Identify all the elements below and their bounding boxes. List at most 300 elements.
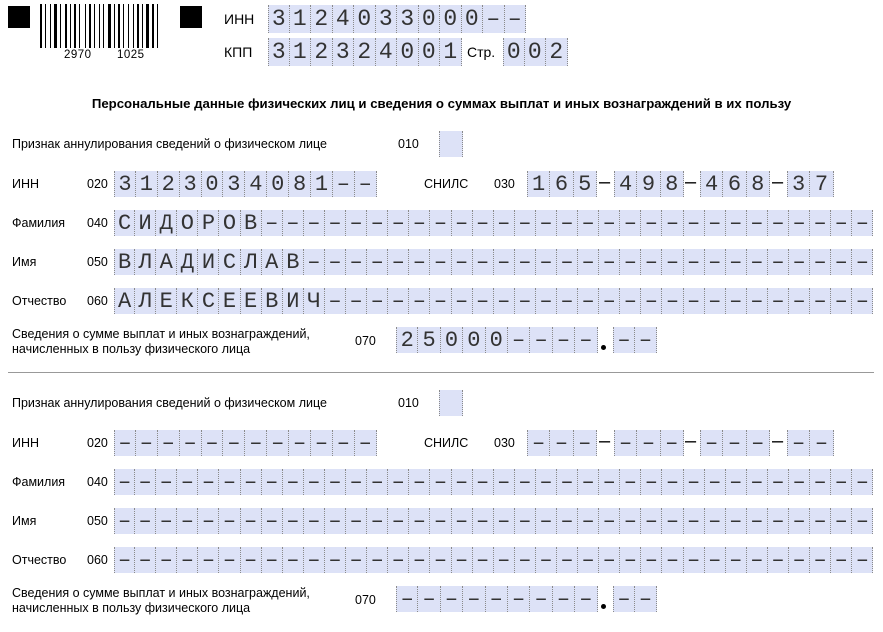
form-cell[interactable]: – (388, 249, 409, 275)
form-cell[interactable]: – (768, 249, 789, 275)
form-cell[interactable]: 0 (354, 5, 376, 33)
form-cell[interactable]: – (388, 508, 409, 534)
form-cell[interactable]: – (536, 508, 557, 534)
form-cell[interactable]: – (473, 210, 494, 236)
form-cell[interactable]: 0 (525, 38, 547, 66)
form-cell[interactable]: И (135, 210, 156, 236)
form-cell[interactable]: – (223, 430, 245, 456)
form-cell[interactable]: 0 (486, 327, 508, 353)
patronymic-cells[interactable] (114, 547, 873, 573)
form-cell[interactable]: Л (135, 288, 156, 314)
form-cell[interactable]: – (747, 508, 768, 534)
form-cell[interactable]: В (262, 288, 283, 314)
form-cell[interactable]: – (409, 547, 430, 573)
form-cell[interactable]: – (705, 547, 726, 573)
form-cell[interactable]: – (388, 469, 409, 495)
form-cell[interactable]: – (367, 508, 388, 534)
form-cell[interactable]: – (452, 547, 473, 573)
form-cell[interactable]: – (599, 508, 620, 534)
form-cell[interactable]: – (789, 547, 810, 573)
form-cell[interactable]: – (325, 210, 346, 236)
form-cell[interactable]: – (620, 288, 641, 314)
form-cell[interactable]: О (219, 210, 240, 236)
form-cell[interactable]: – (831, 469, 852, 495)
snils-group[interactable] (700, 430, 770, 456)
form-cell[interactable]: – (494, 469, 515, 495)
form-cell[interactable]: – (662, 288, 683, 314)
form-cell[interactable]: И (283, 288, 304, 314)
form-cell[interactable]: – (578, 210, 599, 236)
form-cell[interactable]: – (135, 547, 156, 573)
form-cell[interactable]: – (641, 508, 662, 534)
form-cell[interactable]: Р (198, 210, 219, 236)
form-cell[interactable]: 4 (333, 5, 355, 33)
form-cell[interactable]: – (641, 288, 662, 314)
form-cell[interactable]: – (550, 430, 573, 456)
form-cell[interactable]: – (831, 249, 852, 275)
form-cell[interactable]: – (613, 327, 635, 353)
form-cell[interactable]: – (325, 249, 346, 275)
form-cell[interactable]: 1 (311, 171, 333, 197)
form-cell[interactable]: – (723, 430, 746, 456)
form-cell[interactable]: – (198, 469, 219, 495)
form-cell[interactable]: 0 (463, 327, 485, 353)
form-cell[interactable]: 9 (637, 171, 660, 197)
form-cell[interactable]: С (219, 249, 240, 275)
form-cell[interactable]: – (557, 210, 578, 236)
snils-group[interactable] (614, 430, 684, 456)
form-cell[interactable]: С (114, 210, 135, 236)
form-cell[interactable]: Е (241, 288, 262, 314)
form-cell[interactable]: – (494, 508, 515, 534)
form-cell[interactable]: 3 (268, 38, 290, 66)
form-cell[interactable]: 0 (267, 171, 289, 197)
form-cell[interactable]: – (789, 288, 810, 314)
form-cell[interactable]: – (810, 288, 831, 314)
form-cell[interactable]: – (684, 508, 705, 534)
form-cell[interactable]: 0 (397, 38, 419, 66)
form-cell[interactable]: 6 (550, 171, 573, 197)
form-cell[interactable]: – (578, 249, 599, 275)
form-cell[interactable]: 4 (700, 171, 723, 197)
form-cell[interactable]: 3 (787, 171, 810, 197)
form-cell[interactable]: – (599, 249, 620, 275)
form-cell[interactable] (439, 390, 463, 416)
form-cell[interactable]: – (241, 469, 262, 495)
form-cell[interactable]: 3 (333, 38, 355, 66)
form-cell[interactable]: – (515, 508, 536, 534)
form-cell[interactable]: К (177, 288, 198, 314)
form-cell[interactable]: – (641, 547, 662, 573)
form-cell[interactable]: 3 (223, 171, 245, 197)
form-cell[interactable]: – (852, 508, 873, 534)
form-cell[interactable]: – (536, 469, 557, 495)
form-cell[interactable]: – (599, 547, 620, 573)
form-cell[interactable]: 1 (440, 38, 462, 66)
form-cell[interactable]: – (441, 586, 463, 612)
form-cell[interactable]: – (325, 288, 346, 314)
snils-group[interactable] (787, 430, 834, 456)
form-cell[interactable]: – (768, 210, 789, 236)
form-cell[interactable]: – (409, 249, 430, 275)
form-cell[interactable]: – (325, 469, 346, 495)
form-cell[interactable]: И (198, 249, 219, 275)
form-cell[interactable]: 0 (462, 5, 484, 33)
form-cell[interactable]: – (219, 547, 240, 573)
form-cell[interactable]: – (726, 288, 747, 314)
form-cell[interactable]: – (747, 430, 770, 456)
form-cell[interactable]: Л (135, 249, 156, 275)
form-cell[interactable]: – (831, 547, 852, 573)
form-cell[interactable]: – (198, 508, 219, 534)
form-cell[interactable]: – (283, 547, 304, 573)
form-cell[interactable]: – (486, 586, 508, 612)
form-cell[interactable]: – (635, 586, 657, 612)
patronymic-cells[interactable] (114, 288, 873, 314)
form-cell[interactable]: – (219, 508, 240, 534)
form-cell[interactable]: – (662, 249, 683, 275)
header-page-cells[interactable] (503, 38, 568, 66)
snils-group[interactable] (614, 171, 684, 197)
form-cell[interactable]: – (267, 430, 289, 456)
form-cell[interactable]: – (557, 508, 578, 534)
form-cell[interactable]: – (641, 249, 662, 275)
form-cell[interactable]: 2 (311, 5, 333, 33)
form-cell[interactable]: – (505, 5, 527, 33)
form-cell[interactable]: – (661, 430, 684, 456)
form-cell[interactable]: В (114, 249, 135, 275)
form-cell[interactable]: – (726, 210, 747, 236)
form-cell[interactable]: – (705, 249, 726, 275)
sum-decimal-cells[interactable] (613, 586, 657, 612)
form-cell[interactable]: – (726, 249, 747, 275)
form-cell[interactable]: – (367, 469, 388, 495)
form-cell[interactable]: – (852, 210, 873, 236)
form-cell[interactable]: – (508, 586, 530, 612)
form-cell[interactable]: – (726, 508, 747, 534)
form-cell[interactable]: – (409, 508, 430, 534)
form-cell[interactable]: – (325, 508, 346, 534)
form-cell[interactable]: – (219, 469, 240, 495)
form-cell[interactable]: – (494, 547, 515, 573)
form-cell[interactable]: – (452, 508, 473, 534)
form-cell[interactable]: – (578, 508, 599, 534)
form-cell[interactable]: – (578, 469, 599, 495)
form-cell[interactable]: – (789, 249, 810, 275)
form-cell[interactable]: 4 (245, 171, 267, 197)
form-cell[interactable]: – (578, 288, 599, 314)
form-cell[interactable]: – (135, 469, 156, 495)
form-cell[interactable]: – (747, 288, 768, 314)
form-cell[interactable]: – (614, 430, 637, 456)
form-cell[interactable]: 2 (396, 327, 418, 353)
form-cell[interactable]: – (177, 508, 198, 534)
form-cell[interactable]: – (575, 586, 597, 612)
form-cell[interactable]: Ч (304, 288, 325, 314)
form-cell[interactable]: – (473, 288, 494, 314)
form-cell[interactable]: – (304, 249, 325, 275)
form-cell[interactable]: – (283, 469, 304, 495)
form-cell[interactable]: – (494, 210, 515, 236)
form-cell[interactable]: 1 (290, 38, 312, 66)
form-cell[interactable]: – (388, 547, 409, 573)
form-cell[interactable]: В (283, 249, 304, 275)
form-cell[interactable]: Д (156, 210, 177, 236)
form-cell[interactable]: – (430, 210, 451, 236)
form-cell[interactable]: 2 (354, 38, 376, 66)
form-cell[interactable]: – (852, 288, 873, 314)
form-cell[interactable]: – (789, 469, 810, 495)
form-cell[interactable]: 8 (661, 171, 684, 197)
form-cell[interactable]: – (473, 508, 494, 534)
form-cell[interactable]: – (304, 508, 325, 534)
form-cell[interactable]: 0 (419, 38, 441, 66)
form-cell[interactable]: – (156, 547, 177, 573)
sum-cells[interactable] (396, 586, 598, 612)
annul-cell[interactable] (439, 390, 463, 416)
form-cell[interactable]: – (810, 210, 831, 236)
form-cell[interactable]: – (494, 249, 515, 275)
form-cell[interactable]: – (156, 469, 177, 495)
form-cell[interactable]: – (768, 288, 789, 314)
form-cell[interactable]: – (530, 327, 552, 353)
form-cell[interactable]: – (705, 288, 726, 314)
form-cell[interactable]: – (747, 249, 768, 275)
form-cell[interactable]: – (515, 249, 536, 275)
form-cell[interactable]: – (810, 249, 831, 275)
form-cell[interactable]: – (831, 508, 852, 534)
form-cell[interactable]: – (515, 288, 536, 314)
form-cell[interactable]: – (177, 469, 198, 495)
form-cell[interactable]: – (367, 249, 388, 275)
form-cell[interactable]: 3 (114, 171, 136, 197)
form-cell[interactable]: – (747, 469, 768, 495)
form-cell[interactable]: – (409, 288, 430, 314)
form-cell[interactable]: 3 (180, 171, 202, 197)
form-cell[interactable]: – (304, 210, 325, 236)
form-cell[interactable]: – (599, 210, 620, 236)
form-cell[interactable]: В (241, 210, 262, 236)
form-cell[interactable]: – (473, 547, 494, 573)
form-cell[interactable]: – (726, 469, 747, 495)
form-cell[interactable]: – (430, 288, 451, 314)
form-cell[interactable]: – (346, 469, 367, 495)
form-cell[interactable]: 4 (376, 38, 398, 66)
form-cell[interactable]: – (789, 210, 810, 236)
snils-group[interactable] (787, 171, 834, 197)
name-cells[interactable] (114, 249, 873, 275)
form-cell[interactable]: – (346, 288, 367, 314)
form-cell[interactable]: – (613, 586, 635, 612)
form-cell[interactable]: – (177, 547, 198, 573)
form-cell[interactable]: – (527, 430, 550, 456)
inn-cells[interactable] (114, 171, 377, 197)
form-cell[interactable]: – (641, 469, 662, 495)
form-cell[interactable]: – (241, 508, 262, 534)
form-cell[interactable]: – (114, 508, 135, 534)
form-cell[interactable]: – (810, 508, 831, 534)
form-cell[interactable]: 0 (441, 327, 463, 353)
form-cell[interactable]: – (620, 249, 641, 275)
header-inn-cells[interactable] (268, 5, 526, 33)
form-cell[interactable]: 2 (158, 171, 180, 197)
form-cell[interactable]: – (388, 210, 409, 236)
form-cell[interactable]: Е (219, 288, 240, 314)
form-cell[interactable]: – (409, 469, 430, 495)
form-cell[interactable]: – (283, 508, 304, 534)
form-cell[interactable]: – (768, 508, 789, 534)
header-kpp-cells[interactable] (268, 38, 462, 66)
form-cell[interactable]: – (662, 508, 683, 534)
form-cell[interactable]: – (787, 430, 810, 456)
sum-decimal-cells[interactable] (613, 327, 657, 353)
form-cell[interactable]: 0 (202, 171, 224, 197)
form-cell[interactable]: – (262, 469, 283, 495)
form-cell[interactable]: – (599, 288, 620, 314)
form-cell[interactable]: – (620, 210, 641, 236)
form-cell[interactable]: – (831, 210, 852, 236)
form-cell[interactable]: А (262, 249, 283, 275)
form-cell[interactable]: 1 (290, 5, 312, 33)
form-cell[interactable]: – (557, 288, 578, 314)
form-cell[interactable]: 3 (376, 5, 398, 33)
form-cell[interactable]: – (536, 547, 557, 573)
snils-group[interactable] (700, 171, 770, 197)
form-cell[interactable]: – (553, 586, 575, 612)
form-cell[interactable]: Л (241, 249, 262, 275)
form-cell[interactable]: А (114, 288, 135, 314)
form-cell[interactable]: – (452, 288, 473, 314)
form-cell[interactable]: – (158, 430, 180, 456)
form-cell[interactable]: 3 (268, 5, 290, 33)
form-cell[interactable]: С (198, 288, 219, 314)
form-cell[interactable]: – (452, 249, 473, 275)
form-cell[interactable]: – (810, 469, 831, 495)
form-cell[interactable]: – (409, 210, 430, 236)
form-cell[interactable]: А (156, 249, 177, 275)
form-cell[interactable]: – (810, 547, 831, 573)
form-cell[interactable] (439, 131, 463, 157)
form-cell[interactable]: – (262, 508, 283, 534)
form-cell[interactable]: – (418, 586, 440, 612)
surname-cells[interactable] (114, 469, 873, 495)
form-cell[interactable]: Д (177, 249, 198, 275)
form-cell[interactable]: 8 (747, 171, 770, 197)
form-cell[interactable]: – (289, 430, 311, 456)
form-cell[interactable]: – (705, 508, 726, 534)
form-cell[interactable]: – (114, 430, 136, 456)
form-cell[interactable]: – (430, 469, 451, 495)
form-cell[interactable]: – (430, 249, 451, 275)
form-cell[interactable]: – (599, 469, 620, 495)
form-cell[interactable]: – (135, 508, 156, 534)
form-cell[interactable]: – (557, 249, 578, 275)
form-cell[interactable]: 7 (810, 171, 833, 197)
form-cell[interactable]: – (726, 547, 747, 573)
form-cell[interactable]: – (367, 288, 388, 314)
form-cell[interactable]: – (430, 508, 451, 534)
form-cell[interactable]: – (831, 288, 852, 314)
form-cell[interactable]: – (346, 210, 367, 236)
form-cell[interactable]: – (852, 249, 873, 275)
form-cell[interactable]: 8 (289, 171, 311, 197)
form-cell[interactable]: – (662, 469, 683, 495)
form-cell[interactable]: – (662, 210, 683, 236)
form-cell[interactable]: – (684, 469, 705, 495)
form-cell[interactable]: – (575, 327, 597, 353)
form-cell[interactable]: – (557, 469, 578, 495)
form-cell[interactable]: – (355, 171, 377, 197)
form-cell[interactable]: – (508, 327, 530, 353)
form-cell[interactable]: – (684, 249, 705, 275)
form-cell[interactable]: – (333, 430, 355, 456)
form-cell[interactable]: – (852, 547, 873, 573)
form-cell[interactable]: – (620, 508, 641, 534)
form-cell[interactable]: – (325, 547, 346, 573)
form-cell[interactable]: – (473, 469, 494, 495)
form-cell[interactable]: – (355, 430, 377, 456)
form-cell[interactable]: 1 (527, 171, 550, 197)
form-cell[interactable]: – (262, 547, 283, 573)
form-cell[interactable]: 0 (440, 5, 462, 33)
form-cell[interactable]: – (684, 210, 705, 236)
form-cell[interactable]: – (333, 171, 355, 197)
form-cell[interactable]: – (578, 547, 599, 573)
form-cell[interactable]: – (114, 547, 135, 573)
form-cell[interactable]: – (198, 547, 219, 573)
form-cell[interactable]: – (346, 249, 367, 275)
form-cell[interactable]: – (156, 508, 177, 534)
form-cell[interactable]: 0 (419, 5, 441, 33)
form-cell[interactable]: 5 (418, 327, 440, 353)
form-cell[interactable]: – (789, 508, 810, 534)
form-cell[interactable]: – (684, 288, 705, 314)
form-cell[interactable]: 5 (574, 171, 597, 197)
form-cell[interactable]: – (430, 547, 451, 573)
form-cell[interactable]: – (515, 469, 536, 495)
form-cell[interactable]: 6 (723, 171, 746, 197)
form-cell[interactable]: – (700, 430, 723, 456)
form-cell[interactable]: 1 (136, 171, 158, 197)
form-cell[interactable]: – (114, 469, 135, 495)
sum-cells[interactable] (396, 327, 598, 353)
form-cell[interactable]: – (367, 210, 388, 236)
form-cell[interactable]: 2 (311, 38, 333, 66)
form-cell[interactable]: – (747, 547, 768, 573)
form-cell[interactable]: – (536, 288, 557, 314)
form-cell[interactable]: – (452, 469, 473, 495)
form-cell[interactable]: – (202, 430, 224, 456)
form-cell[interactable]: – (536, 210, 557, 236)
form-cell[interactable]: – (304, 469, 325, 495)
form-cell[interactable]: О (177, 210, 198, 236)
form-cell[interactable]: – (747, 210, 768, 236)
form-cell[interactable]: – (463, 586, 485, 612)
form-cell[interactable]: – (641, 210, 662, 236)
form-cell[interactable]: – (662, 547, 683, 573)
form-cell[interactable]: – (494, 288, 515, 314)
form-cell[interactable]: Е (156, 288, 177, 314)
form-cell[interactable]: – (245, 430, 267, 456)
form-cell[interactable]: – (620, 547, 641, 573)
form-cell[interactable]: – (304, 547, 325, 573)
form-cell[interactable]: – (684, 547, 705, 573)
form-cell[interactable]: – (536, 249, 557, 275)
form-cell[interactable]: 0 (503, 38, 525, 66)
form-cell[interactable]: – (635, 327, 657, 353)
form-cell[interactable]: – (705, 210, 726, 236)
form-cell[interactable]: – (452, 210, 473, 236)
